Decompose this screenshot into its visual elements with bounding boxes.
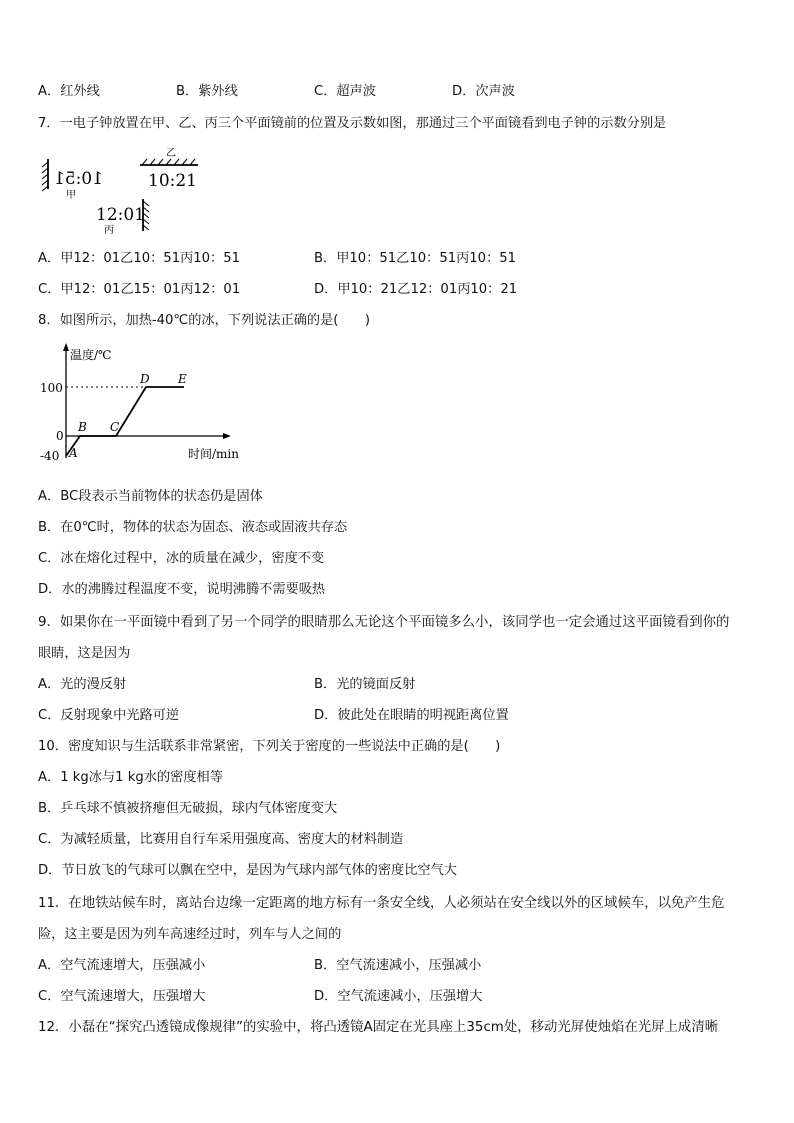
q12-stem: 12．小磊在“探究凸透镜成像规律”的实验中，将凸透镜A固定在光具座上35cm处，移动光屏使烛焰在光屏上成清晰 bbox=[38, 1020, 719, 1035]
x-axis-label: 时间/min bbox=[188, 447, 239, 461]
point-c: C bbox=[110, 420, 120, 434]
q7-stem: 7．一电子钟放置在甲、乙、丙三个平面镜前的位置及示数如图，那通过三个平面镜看到电子钟的示数分别是 bbox=[38, 116, 667, 131]
point-a: A bbox=[69, 446, 78, 460]
q9-option-c: C．反射现象中光路可逆 bbox=[38, 708, 180, 723]
q8-option-b: B．在0℃时，物体的状态为固态、液态或固液共存态 bbox=[38, 520, 348, 535]
q6-option-d: D．次声波 bbox=[452, 84, 515, 99]
q11-stem-line2: 险，这主要是因为列车高速经过时，列车与人之间的 bbox=[38, 927, 342, 942]
q11-option-c: C．空气流速增大，压强增大 bbox=[38, 989, 206, 1004]
q7-option-c: C．甲12：01乙15：01丙12：01 bbox=[38, 282, 241, 297]
mirror-jia bbox=[42, 159, 48, 191]
clock-bing-display: 12:01 bbox=[96, 205, 145, 225]
point-e: E bbox=[178, 372, 187, 386]
label-jia: 甲 bbox=[66, 190, 76, 201]
clock-yi-display: 10:21 bbox=[148, 171, 197, 191]
q7-option-b: B．甲10：51乙10：51丙10：51 bbox=[314, 251, 517, 266]
q8-option-a: A．BC段表示当前物体的状态仍是固体 bbox=[38, 489, 263, 504]
y-axis-label: 温度/℃ bbox=[70, 348, 112, 362]
q7-mirror-figure bbox=[36, 143, 216, 237]
label-bing: 丙 bbox=[104, 225, 114, 236]
clock-jia-display: 10:51 bbox=[54, 169, 103, 189]
q7-option-a: A．甲12：01乙10：51丙10：51 bbox=[38, 251, 241, 266]
q10-option-a: A．1 kg冰与1 kg水的密度相等 bbox=[38, 770, 223, 785]
q10-option-d: D．节日放飞的气球可以飘在空中，是因为气球内部气体的密度比空气大 bbox=[38, 863, 457, 878]
q8-option-c: C．冰在熔化过程中，冰的质量在减少，密度不变 bbox=[38, 551, 325, 566]
q7-option-d: D．甲10：21乙12：01丙10：21 bbox=[314, 282, 518, 297]
q8-temperature-graph bbox=[36, 340, 256, 470]
q9-stem-line1: 9．如果你在一平面镜中看到了另一个同学的眼睛那么无论这个平面镜多么小，该同学也一定会通过这平面镜看到你的 bbox=[38, 615, 730, 630]
q9-option-b: B．光的镜面反射 bbox=[314, 677, 416, 692]
label-yi: 乙 bbox=[166, 148, 176, 159]
q10-option-b: B．乒乓球不慎被挤瘪但无破损，球内气体密度变大 bbox=[38, 801, 338, 816]
point-d: D bbox=[140, 372, 150, 386]
q10-option-c: C．为减轻质量，比赛用自行车采用强度高、密度大的材料制造 bbox=[38, 832, 404, 847]
q11-stem-line1: 11．在地铁站候车时，离站台边缘一定距离的地方标有一条安全线，人必须站在安全线以外的区域候车，以免产生危 bbox=[38, 896, 725, 911]
y-tick-0: 0 bbox=[56, 429, 64, 443]
mirror-bing bbox=[143, 199, 149, 231]
mirror-yi bbox=[140, 159, 198, 165]
point-b: B bbox=[78, 420, 87, 434]
x-axis-arrow bbox=[223, 433, 231, 439]
q6-option-b: B．紫外线 bbox=[176, 84, 238, 99]
q11-option-d: D．空气流速减小，压强增大 bbox=[314, 989, 483, 1004]
q9-stem-line2: 眼睛，这是因为 bbox=[38, 646, 131, 661]
q6-option-c: C．超声波 bbox=[314, 84, 376, 99]
q11-option-b: B．空气流速减小，压强减小 bbox=[314, 958, 482, 973]
y-tick-minus40: -40 bbox=[40, 449, 60, 463]
y-axis-arrow bbox=[63, 343, 69, 351]
q11-option-a: A．空气流速增大，压强减小 bbox=[38, 958, 206, 973]
q6-option-a: A．红外线 bbox=[38, 84, 100, 99]
q8-option-d: D．水的沸腾过程温度不变，说明沸腾不需要吸热 bbox=[38, 582, 326, 597]
q8-stem: 8．如图所示，加热-40℃的冰，下列说法正确的是( ) bbox=[38, 313, 370, 328]
q9-option-d: D．彼此处在眼睛的明视距离位置 bbox=[314, 708, 509, 723]
y-tick-100: 100 bbox=[40, 381, 63, 395]
q9-option-a: A．光的漫反射 bbox=[38, 677, 127, 692]
q10-stem: 10．密度知识与生活联系非常紧密，下列关于密度的一些说法中正确的是( ) bbox=[38, 739, 501, 754]
